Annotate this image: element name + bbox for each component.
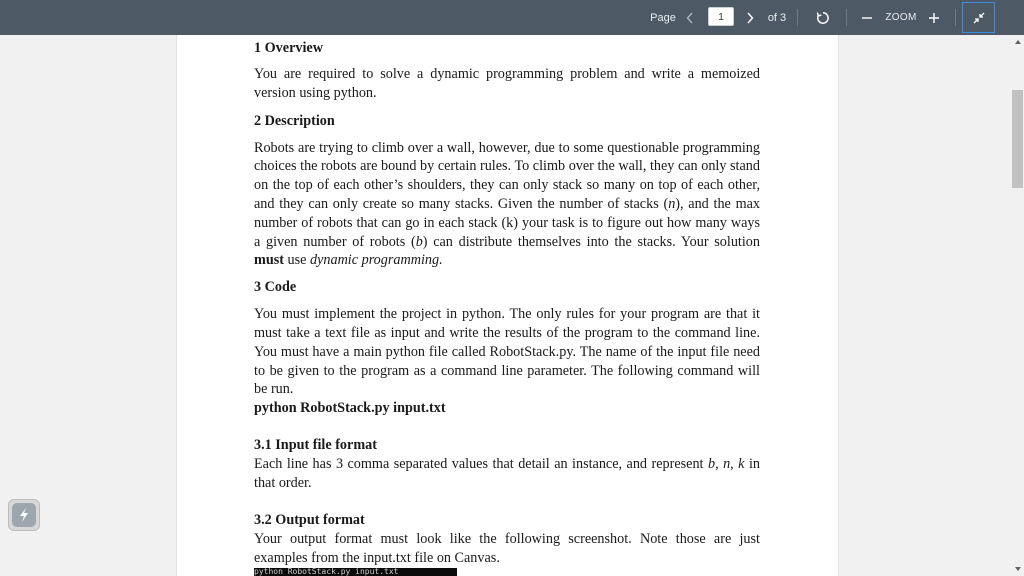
overview-paragraph: You are required to solve a dynamic programming problem and write a memoized version using python. (254, 66, 760, 101)
terminal-screenshot: python RobotStack.py input.txt (254, 568, 457, 576)
description-paragraph: Robots are trying to climb over a wall, however, due to some questionable programming choices the robots are bound by certain rules. To climb over the wall, they can only stand on the top of each other’s shoulders, they can only stack so many on top of each other, and they can only create so many stacks. Given the number of stacks (n), and the max number of robots that can go in each stack (k) your task is to figure out how many ways a given number of robots (b) can distribute themselves into the stacks. Your solution must use dynamic programming. (254, 139, 761, 269)
toolbar-divider (846, 9, 847, 26)
scroll-up-icon[interactable] (1012, 37, 1024, 47)
section-heading-overview: 1 Overview (254, 40, 323, 56)
page-number-input[interactable]: 1 (708, 7, 734, 26)
document-page (176, 35, 839, 576)
chevron-left-icon[interactable] (682, 0, 698, 35)
zoom-label: ZOOM (885, 12, 917, 23)
run-command: python RobotStack.py input.txt (254, 400, 446, 417)
section-heading-input-format: 3.1 Input file format (254, 437, 377, 454)
output-format-paragraph: Your output format must look like the following screenshot. Note those are just examples from the input.txt file on Canvas. (254, 530, 760, 566)
rotate-icon[interactable] (812, 0, 834, 35)
exit-fullscreen-icon[interactable] (962, 2, 995, 33)
scroll-down-icon[interactable] (1012, 564, 1024, 574)
code-paragraph: You must implement the project in python. The only rules for your program are that it must take a text file as input and write the results of the program to the command line. You must have a main python file called RobotStack.py. The name of the input file need to be given to the program as a command line parameter. The following command will be run. (254, 306, 760, 398)
section-heading-output-format: 3.2 Output format (254, 511, 365, 528)
page-count: of 3 (767, 11, 787, 24)
section-heading-description: 2 Description (254, 112, 335, 129)
chevron-right-icon[interactable] (742, 0, 758, 35)
toolbar-divider (955, 9, 956, 26)
zoom-in-icon[interactable] (925, 0, 943, 35)
toolbar-divider (797, 9, 798, 26)
section-heading-code: 3 Code (254, 279, 297, 296)
page-label: Page (650, 11, 676, 24)
zoom-out-icon[interactable] (858, 0, 876, 35)
floating-assistant-button[interactable] (8, 499, 40, 531)
lightning-icon (12, 503, 36, 527)
document-content (254, 39, 760, 567)
scrollbar-thumb[interactable] (1012, 90, 1023, 188)
input-format-paragraph: Each line has 3 comma separated values that detail an instance, and represent b, n, k in that order. (254, 456, 760, 491)
pdf-toolbar (0, 0, 1024, 35)
